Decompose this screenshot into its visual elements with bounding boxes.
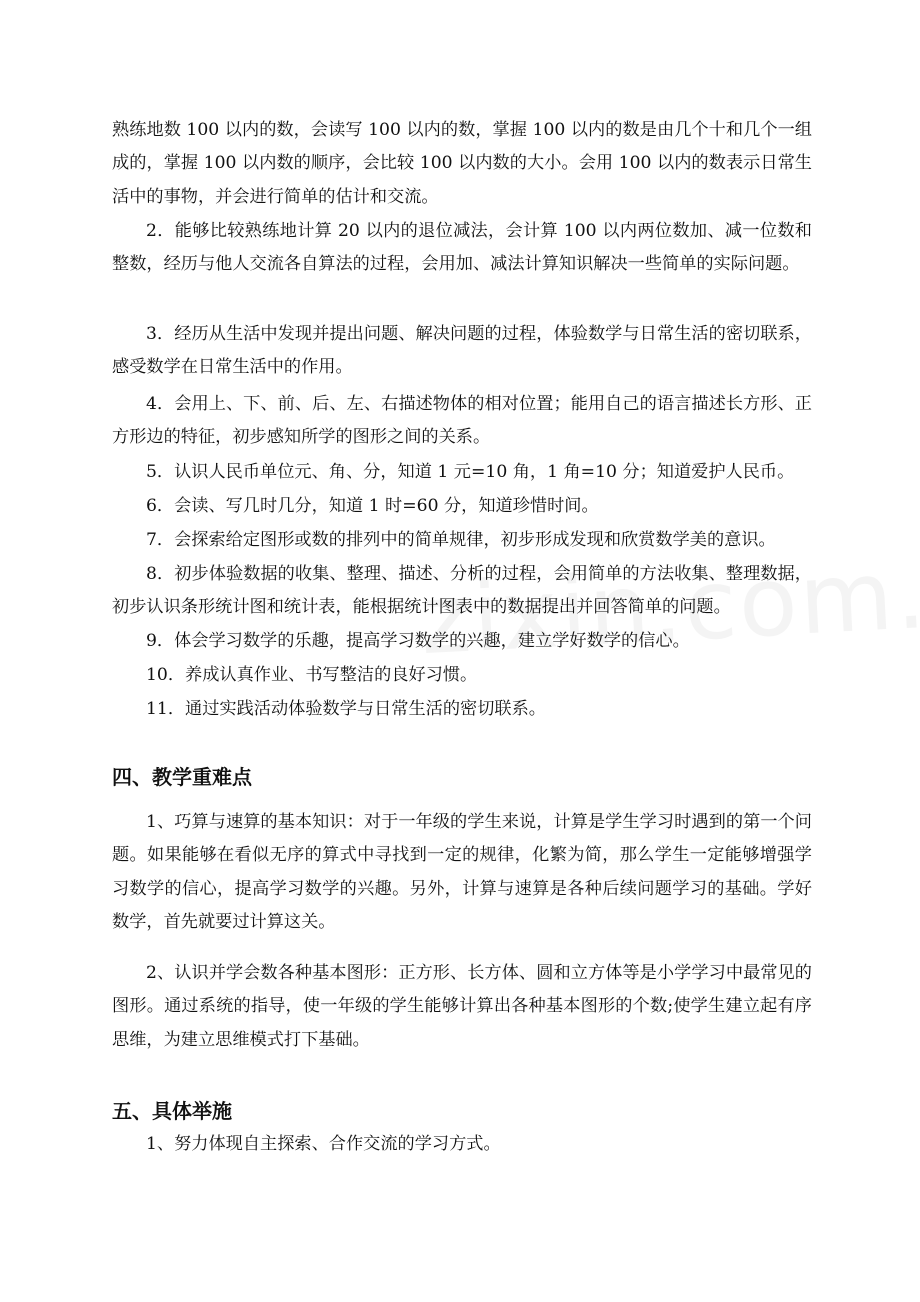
objective-11: 11．通过实践活动体验数学与日常生活的密切联系。 xyxy=(146,699,546,719)
section-4-point-2: 2、认识并学会数各种基本图形：正方形、长方体、圆和立方体等是小学学习中最常见的图形。通过系统的指导，使一年级的学生能够计算出各种基本图形的个数;使学生建立起有序思维，为建立思维模式打下基础。 xyxy=(112,963,812,1050)
section-4-heading: 四、教学重难点 xyxy=(112,765,252,789)
objective-4: 4．会用上、下、前、后、左、右描述物体的相对位置；能用自己的语言描述长方形、正方形边的特征，初步感知所学的图形之间的关系。 xyxy=(112,394,812,448)
section-5-point-1: 1、努力体现自主探索、合作交流的学习方式。 xyxy=(146,1134,501,1154)
objective-2: 2．能够比较熟练地计算 20 以内的退位减法，会计算 100 以内两位数加、减一位数和整数，经历与他人交流各自算法的过程，会用加、减法计算知识解决一些简单的实际问题。 xyxy=(112,221,812,275)
section-5-heading: 五、具体举施 xyxy=(112,1099,232,1123)
objective-1-continued: 熟练地数 100 以内的数，会读写 100 以内的数，掌握 100 以内的数是由几个十和几个一组成的，掌握 100 以内数的顺序，会比较 100 以内数的大小。会用 100 以内的数表示日常生活中的事物，并会进行简单的估计和交流。 xyxy=(112,120,812,207)
objective-5: 5．认识人民币单位元、角、分，知道 1 元=10 角，1 角=10 分；知道爱护人民币。 xyxy=(146,462,795,482)
objective-6: 6．会读、写几时几分，知道 1 时=60 分，知道珍惜时间。 xyxy=(146,496,599,516)
objective-8: 8．初步体验数据的收集、整理、描述、分析的过程，会用简单的方法收集、整理数据，初步认识条形统计图和统计表，能根据统计图表中的数据提出并回答简单的问题。 xyxy=(112,564,812,618)
objective-7: 7．会探索给定图形或数的排列中的简单规律，初步形成发现和欣赏数学美的意识。 xyxy=(146,530,776,550)
objective-9: 9．体会学习数学的乐趣，提高学习数学的兴趣，建立学好数学的信心。 xyxy=(146,631,690,651)
section-4-point-1: 1、巧算与速算的基本知识：对于一年级的学生来说，计算是学生学习时遇到的第一个问题。如果能够在看似无序的算式中寻找到一定的规律，化繁为简，那么学生一定能够增强学习数学的信心，提高学习数学的兴趣。另外，计算与速算是各种后续问题学习的基础。学好数学，首先就要过计算这关。 xyxy=(112,812,812,933)
objective-10: 10．养成认真作业、书写整洁的良好习惯。 xyxy=(146,665,478,685)
objective-3: 3．经历从生活中发现并提出问题、解决问题的过程，体验数学与日常生活的密切联系，感受数学在日常生活中的作用。 xyxy=(112,324,812,378)
